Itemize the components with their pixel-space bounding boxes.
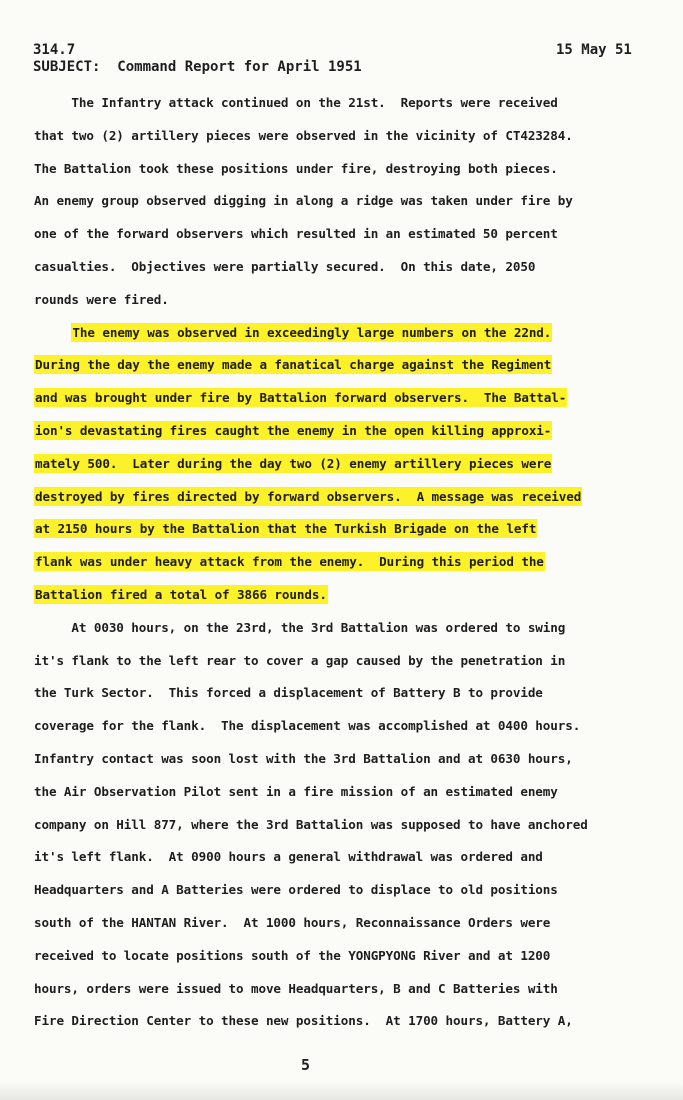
- text-line: [34, 486, 646, 519]
- subject-line: SUBJECT: Command Report for April 1951: [33, 59, 362, 75]
- text-line: The Battalion took these positions under fire, destroying both pieces.: [34, 160, 558, 176]
- text-line: it's left flank. At 0900 hours a general withdrawal was ordered and: [34, 849, 543, 865]
- text-line: [34, 387, 646, 420]
- text-line: The Infantry attack continued on the 21st. Reports were received: [34, 95, 558, 110]
- text-line: Infantry contact was soon lost with the 3rd Battalion and at 0630 hours,: [34, 750, 573, 766]
- text-line: An enemy group observed digging in along a ridge was taken under fire by: [34, 193, 573, 209]
- scan-edge-shadow: [0, 1082, 683, 1100]
- text-line: one of the forward observers which resulted in an estimated 50 percent: [34, 226, 558, 242]
- text-line: rounds were fired.: [34, 291, 169, 307]
- document-date: 15 May 51: [556, 42, 632, 58]
- page-number: 5: [301, 1056, 311, 1074]
- text-line: Headquarters and A Batteries were ordered to displace to old positions: [34, 882, 558, 898]
- file-number: 314.7: [33, 42, 76, 58]
- text-line: company on Hill 877, where the 3rd Battalion was supposed to have anchored: [34, 816, 588, 832]
- text-line: At 0030 hours, on the 23rd, the 3rd Battalion was ordered to swing: [34, 619, 566, 635]
- highlighted-text: The enemy was observed in exceedingly large numbers on the 22nd.: [72, 324, 552, 340]
- text-line: hours, orders were issued to move Headquarters, B and C Batteries with: [34, 980, 558, 996]
- text-line: [34, 453, 646, 486]
- highlighted-text: ion's devastating fires caught the enemy in the open killing approxi-: [35, 422, 552, 438]
- text-line: the Air Observation Pilot sent in a fire mission of an estimated enemy: [34, 783, 558, 799]
- text-line: [34, 354, 646, 387]
- highlighted-text: mately 500. Later during the day two (2) enemy artillery pieces were: [35, 455, 552, 471]
- text-line: coverage for the flank. The displacement was accomplished at 0400 hours.: [34, 718, 581, 734]
- highlighted-text: During the day the enemy made a fanatical charge against the Regiment: [35, 357, 552, 373]
- text-line: that two (2) artillery pieces were observed in the vicinity of CT423284.: [34, 127, 573, 143]
- text-line: [34, 420, 646, 453]
- report-body: [34, 92, 646, 1043]
- text-line: received to locate positions south of the YONGPYONG River and at 1200: [34, 947, 551, 963]
- text-line: casualties. Objectives were partially secured. On this date, 2050: [34, 258, 536, 274]
- text-line: south of the HANTAN River. At 1000 hours, Reconnaissance Orders were: [34, 914, 551, 930]
- highlighted-text: flank was under heavy attack from the enemy. During this period the: [35, 554, 544, 570]
- text-line: Fire Direction Center to these new positions. At 1700 hours, Battery A,: [34, 1013, 573, 1029]
- highlighted-text: Battalion fired a total of 3866 rounds.: [35, 586, 327, 602]
- highlighted-text: destroyed by fires directed by forward observers. A message was received: [35, 488, 582, 504]
- text-line: [34, 518, 646, 551]
- highlighted-text: and was brought under fire by Battalion forward observers. The Battal-: [35, 390, 567, 406]
- text-line: it's flank to the left rear to cover a gap caused by the penetration in: [34, 652, 566, 668]
- highlighted-text: at 2150 hours by the Battalion that the Turkish Brigade on the left: [35, 521, 537, 537]
- text-line: [34, 551, 646, 584]
- text-line: [34, 584, 646, 617]
- text-line: the Turk Sector. This forced a displacement of Battery B to provide: [34, 685, 543, 701]
- text-line: [34, 322, 646, 355]
